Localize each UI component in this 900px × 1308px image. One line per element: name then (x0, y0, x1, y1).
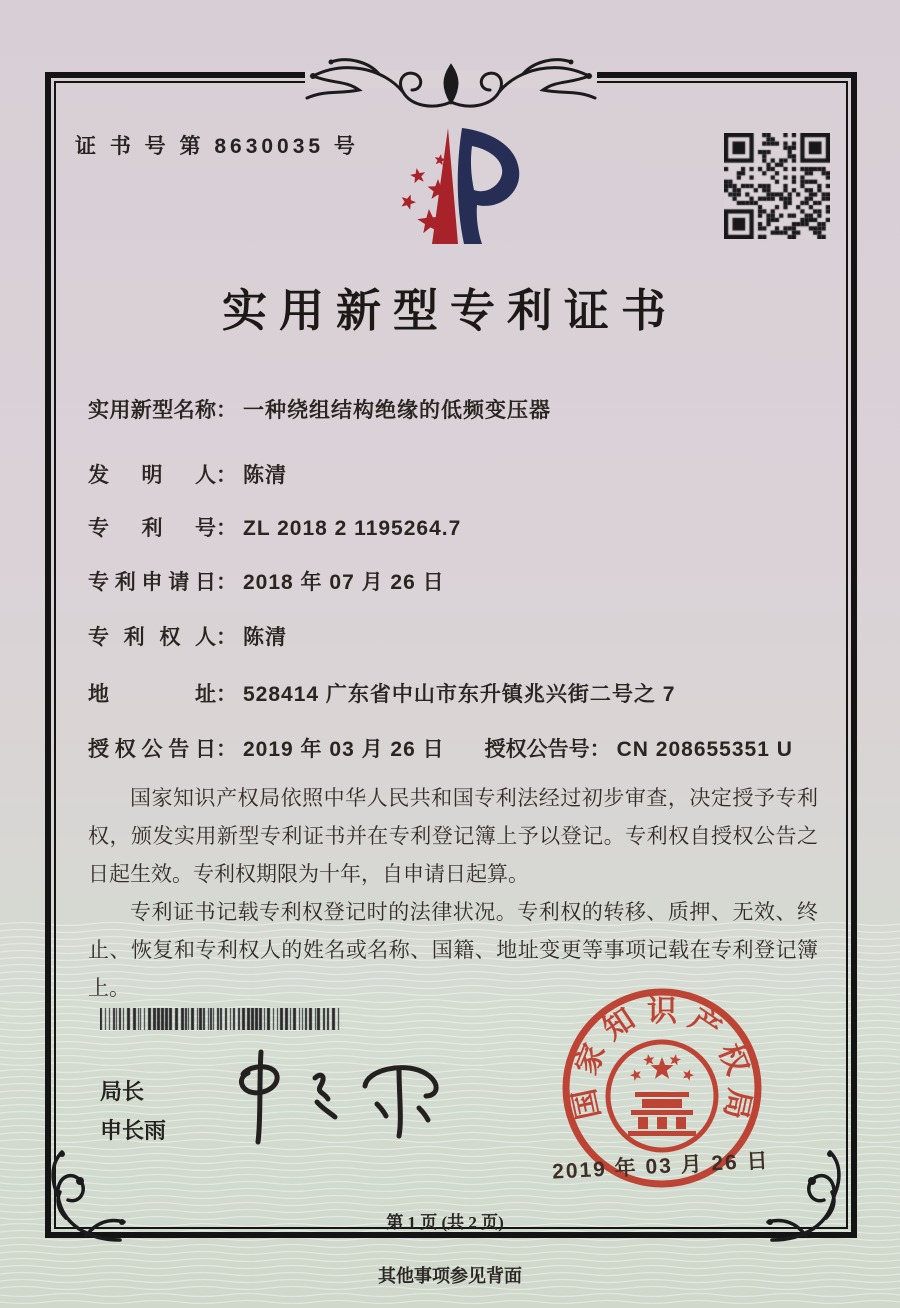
field-label: 地址 (88, 683, 216, 706)
field-value: 陈清 (243, 464, 287, 487)
field-row-grant-date (88, 733, 793, 763)
back-note: 其他事项参见背面 (378, 1266, 522, 1286)
field-label: 发明人 (88, 464, 216, 487)
svg-text:识: 识 (647, 994, 677, 1028)
legal-text (88, 779, 818, 1007)
field-colon: ： (216, 517, 237, 540)
seal-date: 2019 年 03 月 26 日 (551, 1149, 771, 1184)
certificate-title: 实用新型专利证书 (221, 286, 678, 336)
signature-shen-changyu (215, 1038, 465, 1156)
bottom-left-flourish (36, 1148, 128, 1248)
field-value: ZL 2018 2 1195264.7 (243, 517, 462, 540)
field-label: 专利申请日 (88, 571, 216, 594)
field-label: 授权公告日 (88, 738, 216, 761)
field-value: 528414 广东省中山市东升镇兆兴街二号之 7 (243, 683, 676, 706)
field-row-name (88, 394, 551, 424)
svg-text:知: 知 (597, 1002, 641, 1047)
bottom-right-flourish (764, 1148, 856, 1248)
cnipa-logo (382, 120, 524, 252)
field-label: 实用新型名称 (88, 399, 216, 422)
svg-text:权: 权 (712, 1039, 754, 1080)
top-flourish-ornament (283, 44, 619, 118)
national-emblem (608, 1042, 716, 1150)
field-row-patent-no (88, 512, 461, 542)
field-row-grant-no (485, 733, 793, 763)
field-row-inventor (88, 459, 287, 489)
emblem-stars (630, 1054, 694, 1081)
field-colon: ： (216, 399, 237, 422)
field-value: 2019 年 03 月 26 日 (243, 738, 445, 761)
field-value: 2018 年 07 月 26 日 (243, 571, 445, 594)
issuer-name: 申长雨 (100, 1118, 167, 1143)
field-value: 一种绕组结构绝缘的低频变压器 (243, 399, 551, 422)
field-value: 陈清 (243, 626, 287, 649)
legal-paragraph-2: 专利证书记载专利权登记时的法律状况。专利权的转移、质押、无效、终止、恢复和专利权人的姓名或名称、国籍、地址变更等事项记载在专利登记簿上。 (88, 900, 818, 1000)
page-number: 第 1 页 (共 2 页) (386, 1213, 504, 1232)
svg-text:局: 局 (717, 1085, 757, 1123)
field-label: 授权公告号 (484, 738, 590, 761)
field-row-patentee (88, 621, 287, 651)
svg-text:家: 家 (570, 1039, 612, 1080)
field-colon: ： (216, 571, 237, 594)
certificate-number: 证 书 号 第 8630035 号 (75, 135, 359, 158)
field-colon: ： (216, 683, 237, 706)
barcode (100, 1008, 340, 1030)
field-value: CN 208655351 U (616, 738, 793, 761)
field-label: 专利权人 (88, 626, 216, 649)
field-colon: ： (216, 738, 237, 761)
issuer-role: 局长 (100, 1079, 145, 1104)
legal-paragraph-1: 国家知识产权局依照中华人民共和国专利法经过初步审查，决定授予专利权，颁发实用新型专利证书并在专利登记簿上予以登记。专利权自授权公告之日起生效。专利权期限为十年，自申请日起算。 (88, 786, 818, 886)
field-label: 专利号 (88, 517, 216, 540)
field-colon: ： (589, 738, 611, 761)
qr-code (724, 133, 830, 239)
field-colon: ： (216, 464, 237, 487)
svg-text:国: 国 (567, 1085, 607, 1123)
field-row-filing-date (88, 566, 445, 596)
field-row-address (88, 678, 675, 708)
field-colon: ： (216, 626, 237, 649)
svg-text:产: 产 (683, 1002, 727, 1047)
